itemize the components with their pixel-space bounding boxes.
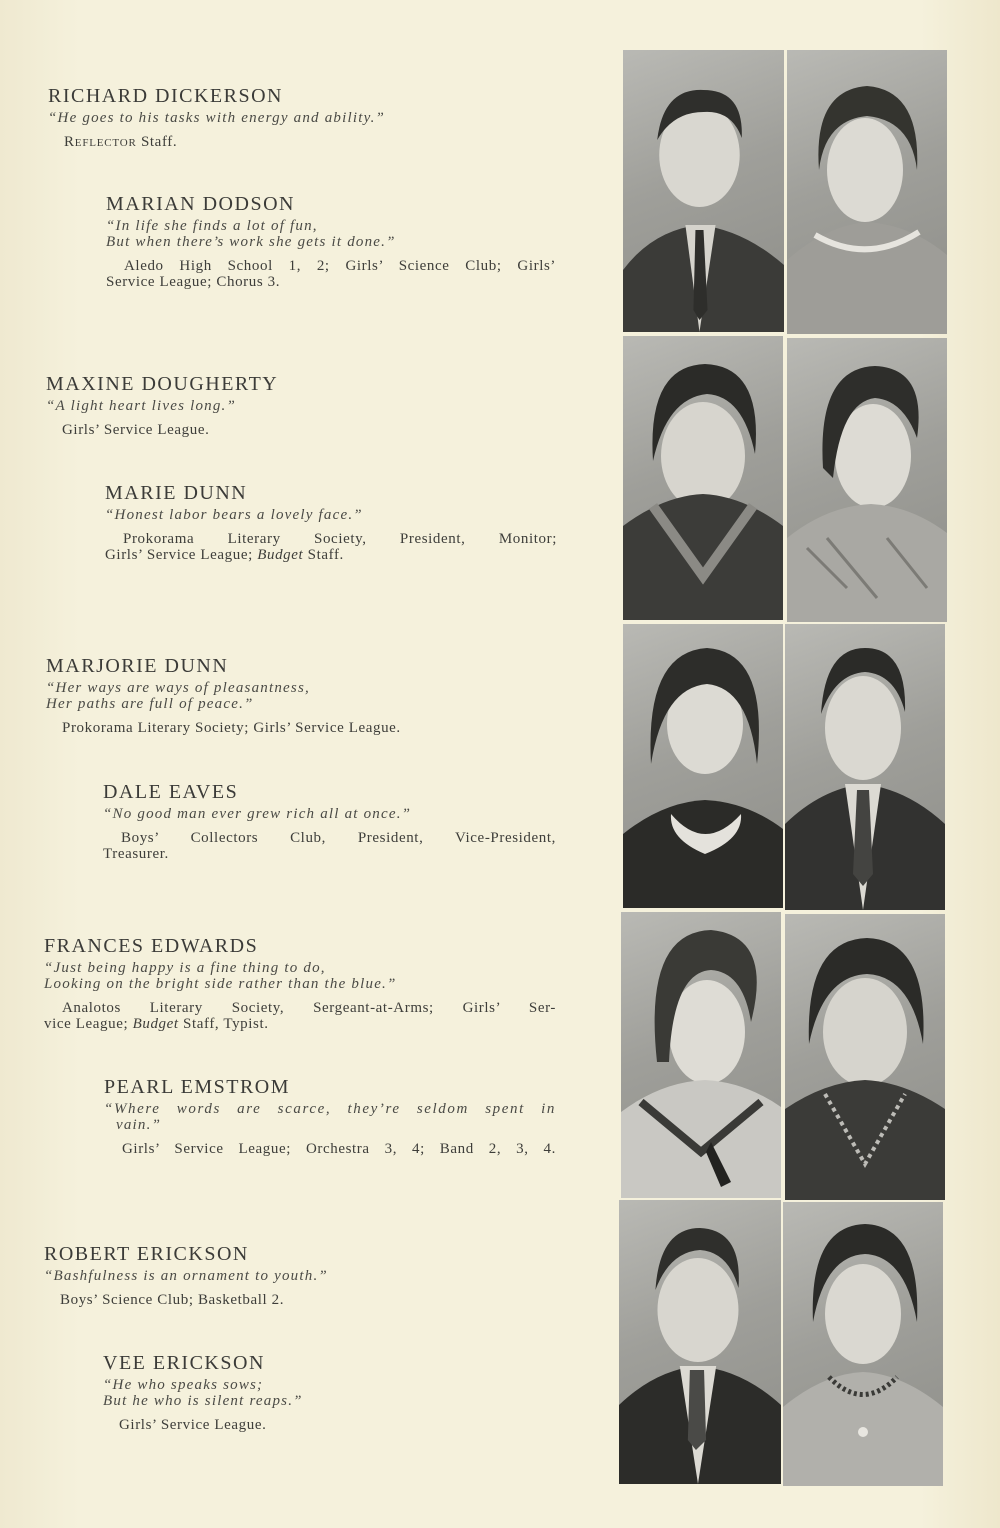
student-activities: Boys’ Collectors Club, President, Vice-President, Treasurer. (103, 830, 556, 862)
student-entry (105, 481, 557, 563)
student-name: FRANCES EDWARDS (44, 935, 259, 957)
student-name: MARJORIE DUNN (46, 655, 229, 677)
publication-name: Budget (132, 1016, 179, 1032)
student-entry (48, 84, 558, 150)
portrait-photo (623, 624, 783, 908)
student-activities: Prokorama Literary Society; Girls’ Service League. (62, 720, 401, 736)
portrait-photo (785, 624, 945, 910)
student-entry (103, 780, 556, 862)
student-entry (104, 1075, 556, 1157)
portrait-photo (623, 336, 783, 620)
student-activities: Aledo High School 1, 2; Girls’ Science Club; Girls’ Service League; Chorus 3. (106, 258, 556, 290)
portrait-photo (619, 1200, 781, 1484)
portrait-photo (785, 914, 945, 1200)
student-name: MARIAN DODSON (106, 193, 295, 215)
student-activities: Boys’ Science Club; Basketball 2. (60, 1292, 285, 1308)
student-quote: “Her ways are ways of pleasantness, Her paths are full of peace.” (46, 680, 310, 712)
portrait-photo (787, 338, 947, 622)
student-quote: “Honest labor bears a lovely face.” (105, 507, 363, 523)
portrait-photo (621, 912, 781, 1198)
portrait-photo (787, 50, 947, 334)
student-activities: Reflector Staff. (64, 134, 178, 150)
student-quote: “Bashfulness is an ornament to youth.” (44, 1268, 328, 1284)
student-quote: “A light heart lives long.” (46, 398, 237, 414)
student-quote: “In life she finds a lot of fun, But when there’s work she gets it done.” (106, 218, 396, 250)
publication-name: Budget (257, 547, 304, 563)
student-name: DALE EAVES (103, 781, 239, 803)
publication-name: Reflector (64, 134, 137, 150)
student-quote: “He goes to his tasks with energy and ability.” (48, 110, 386, 126)
portrait-photo (783, 1202, 943, 1486)
student-name: RICHARD DICKERSON (48, 85, 283, 107)
student-activities: Girls’ Service League. (62, 422, 210, 438)
student-activities: Prokorama Literary Society, President, Monitor; Girls’ Service League; Budget Staff. (105, 531, 557, 563)
student-quote: “He who speaks sows; But he who is silent reaps.” (103, 1377, 303, 1409)
student-entry (44, 1242, 554, 1308)
student-entry (44, 934, 556, 1032)
student-quote: “Just being happy is a fine thing to do, Looking on the bright side rather than the blue.” (44, 960, 397, 992)
student-entry (46, 372, 556, 438)
portrait-photo (623, 50, 784, 332)
student-activities: Girls’ Service League; Orchestra 3, 4; Band 2, 3, 4. (122, 1141, 556, 1157)
student-quote: “Where words are scarce, they’re seldom spent in vain.” (104, 1101, 556, 1133)
student-name: ROBERT ERICKSON (44, 1243, 249, 1265)
student-entry (106, 192, 556, 290)
student-name: MAXINE DOUGHERTY (46, 373, 279, 395)
student-activities: Analotos Literary Society, Sergeant-at-Arms; Girls’ Ser- vice League; Budget Staff, Typist. (44, 1000, 556, 1032)
student-name: PEARL EMSTROM (104, 1076, 291, 1098)
student-entry (46, 654, 556, 736)
student-entry (103, 1351, 556, 1433)
student-quote: “No good man ever grew rich all at once.” (103, 806, 412, 822)
student-name: MARIE DUNN (105, 482, 248, 504)
student-name: VEE ERICKSON (103, 1352, 265, 1374)
student-activities: Girls’ Service League. (119, 1417, 267, 1433)
